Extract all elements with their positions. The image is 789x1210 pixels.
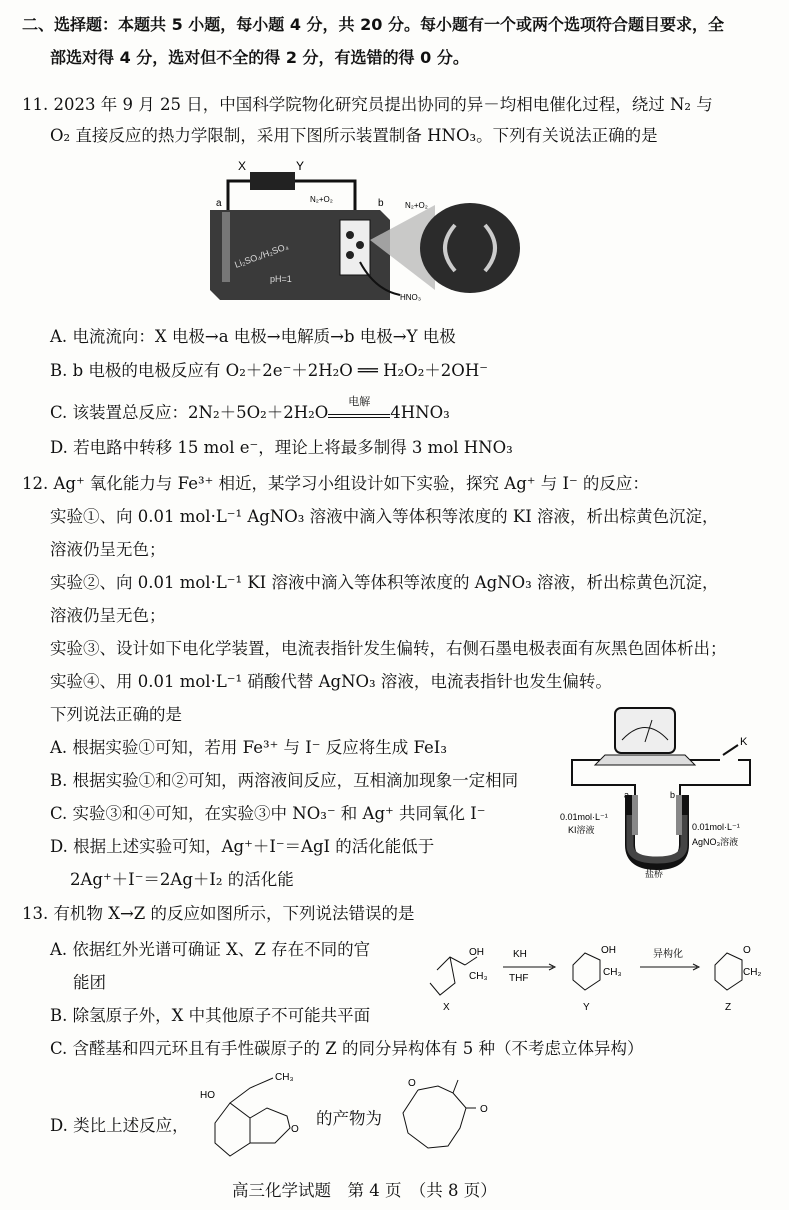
q12-fig-right-conc: 0.01mol·L⁻¹ xyxy=(692,822,740,832)
scheme-z-ch2: CH₂ xyxy=(743,967,762,978)
q11-option-c-rhs: 4HNO₃ xyxy=(390,403,450,422)
ammeter xyxy=(615,708,675,753)
q12-option-a: A. 根据实验①可知，若用 Fe³⁺ 与 I⁻ 反应将生成 FeI₃ xyxy=(50,738,447,757)
q12-option-d-line-2: 2Ag⁺＋I⁻＝2Ag＋I₂ 的活化能 xyxy=(70,870,294,889)
reaction-scheme-figure xyxy=(425,935,770,1015)
electrode-b xyxy=(340,220,370,275)
galvanic-cell-figure xyxy=(560,700,765,880)
q13-stem: 13. 有机物 X→Z 的反应如图所示，下列说法错误的是 xyxy=(22,904,415,923)
q12-fig-left-sol: KI溶液 xyxy=(568,825,595,835)
magnified-view xyxy=(420,203,520,293)
q11-option-c-condition: 电解 xyxy=(348,395,371,408)
scheme-z-o: O xyxy=(743,945,751,956)
scheme-x: X xyxy=(443,1002,450,1013)
q12-exp4: 实验④、用 0.01 mol·L⁻¹ 硝酸代替 AgNO₃ 溶液，电流表指针也发生偏转。 xyxy=(50,672,612,691)
scheme-isomerize: 异构化 xyxy=(653,949,683,960)
q12-fig-a: a xyxy=(624,790,630,800)
q12-stem: 12. Ag⁺ 氧化能力与 Fe³⁺ 相近，某学习小组设计如下实验，探究 Ag⁺ 与 I⁻ 的反应： xyxy=(22,474,649,493)
catalyst-dot xyxy=(356,241,364,249)
q11-fig-ph: pH=1 xyxy=(270,274,292,284)
q12-exp1-line-1: 实验①、向 0.01 mol·L⁻¹ AgNO₃ 溶液中滴入等体积等浓度的 KI 溶液，析出棕黄色沉淀， xyxy=(50,507,719,526)
q11-option-a: A. 电流流向：X 电极→a 电极→电解质→b 电极→Y 电极 xyxy=(50,327,456,346)
p-o1: O xyxy=(408,1078,416,1089)
q12-fig-right-sol: AgNO₃溶液 xyxy=(692,837,739,847)
scheme-y: Y xyxy=(583,1002,590,1013)
scheme-x-ch3: CH₃ xyxy=(469,971,488,982)
q12-exp1-line-2: 溶液仍呈无色； xyxy=(50,540,166,559)
d-ch3: CH₃ xyxy=(275,1072,294,1083)
q12-prompt: 下列说法正确的是 xyxy=(50,705,182,724)
p-skeleton xyxy=(403,1080,476,1148)
option-d-product-figure xyxy=(388,1068,498,1168)
ammeter-base xyxy=(595,755,695,765)
d-o: O xyxy=(291,1124,299,1135)
q13-option-a-line-1: A. 依据红外光谱可确证 X、Z 存在不同的官 xyxy=(50,940,371,959)
scheme-y-ch3: CH₃ xyxy=(603,967,622,978)
q11-option-d: D. 若电路中转移 15 mol e⁻，理论上将最多制得 3 mol HNO₃ xyxy=(50,438,513,457)
scheme-y-oh: OH xyxy=(601,945,616,956)
q11-option-c xyxy=(50,395,450,424)
q12-exp2-line-1: 实验②、向 0.01 mol·L⁻¹ KI 溶液中滴入等体积等浓度的 AgNO₃ 溶液，析出棕黄色沉淀， xyxy=(50,573,719,592)
q11-option-b: B. b 电极的电极反应有 O₂＋2e⁻＋2H₂O ══ H₂O₂＋2OH⁻ xyxy=(50,361,488,380)
electrode-b xyxy=(676,795,682,835)
q13-option-a-line-2: 能团 xyxy=(73,973,106,992)
q11-fig-y: Y xyxy=(296,159,305,173)
d-reactant-skeleton xyxy=(215,1078,290,1156)
q11-fig-a: a xyxy=(216,198,222,209)
q13-option-c: C. 含醛基和四元环且有手性碳原子的 Z 的同分异构体有 5 种（不考虑立体异构） xyxy=(50,1039,644,1058)
molecule-z-ring xyxy=(715,953,742,990)
q11-fig-x: X xyxy=(238,159,247,173)
q11-option-c-arrow xyxy=(328,395,390,418)
scheme-reagent-bottom: THF xyxy=(509,973,529,984)
q12-fig-left-conc: 0.01mol·L⁻¹ xyxy=(560,812,608,822)
section-heading-line-2: 部选对得 4 分，选对但不全的得 2 分，有选错的得 0 分。 xyxy=(50,48,469,67)
q12-exp3: 实验③、设计如下电化学装置，电流表指针发生偏转，右侧石墨电极表面有灰黑色固体析出； xyxy=(50,639,727,658)
q11-fig-gas-in: N₂+O₂ xyxy=(310,195,333,204)
molecule-y-ring xyxy=(573,953,600,990)
q11-fig-gas-out: N₂+O₂ xyxy=(405,201,428,210)
section-heading-line-1: 二、选择题：本题共 5 小题，每小题 4 分，共 20 分。每小题有一个或两个选项符合题目要求，全 xyxy=(22,15,724,34)
q13-option-d-mid: 的产物为 xyxy=(316,1109,382,1128)
u-tube-solution xyxy=(630,815,684,860)
power-source xyxy=(250,172,295,190)
q11-fig-electrolyte: Li₂SO₄/H₂SO₄ xyxy=(233,241,290,270)
electrode-a xyxy=(632,795,638,835)
catalyst-dot xyxy=(346,231,354,239)
q11-stem-line-1: 11. 2023 年 9 月 25 日，中国科学院物化研究员提出协同的异－均相电催化过程，绕过 N₂ 与 xyxy=(22,95,713,114)
page-footer: 高三化学试题 第 4 页 （共 8 页） xyxy=(232,1181,497,1200)
electrolysis-apparatus-figure xyxy=(200,150,520,305)
q12-exp2-line-2: 溶液仍呈无色； xyxy=(50,606,166,625)
p-o2: O xyxy=(480,1104,488,1115)
scheme-z: Z xyxy=(725,1002,732,1013)
q12-fig-bridge: 盐桥 xyxy=(645,869,664,879)
q13-option-d-pre: D. 类比上述反应， xyxy=(50,1116,189,1135)
scheme-reagent-top: KH xyxy=(513,949,527,960)
q11-option-c-lhs: C. 该装置总反应：2N₂＋5O₂＋2H₂O xyxy=(50,403,329,422)
electrode-a xyxy=(222,212,230,282)
q11-fig-product: HNO₃ xyxy=(400,293,422,302)
q12-option-d-line-1: D. 根据上述实验可知，Ag⁺＋I⁻＝AgI 的活化能低于 xyxy=(50,837,435,856)
q11-stem-line-2: O₂ 直接反应的热力学限制，采用下图所示装置制备 HNO₃。下列有关说法正确的是 xyxy=(50,126,658,145)
catalyst-dot xyxy=(346,251,354,259)
scheme-x-oh: OH xyxy=(469,947,484,958)
q11-fig-b: b xyxy=(378,198,384,209)
q12-fig-k: K xyxy=(740,736,748,748)
q12-option-b: B. 根据实验①和②可知，两溶液间反应，互相滴加现象一定相同 xyxy=(50,771,519,790)
option-d-reactant-figure xyxy=(195,1068,315,1168)
d-ho: HO xyxy=(200,1090,215,1101)
q13-option-b: B. 除氢原子外，X 中其他原子不可能共平面 xyxy=(50,1006,371,1025)
q12-fig-b: b xyxy=(670,790,676,800)
q12-option-c: C. 实验③和④可知，在实验③中 NO₃⁻ 和 Ag⁺ 共同氧化 I⁻ xyxy=(50,804,486,823)
